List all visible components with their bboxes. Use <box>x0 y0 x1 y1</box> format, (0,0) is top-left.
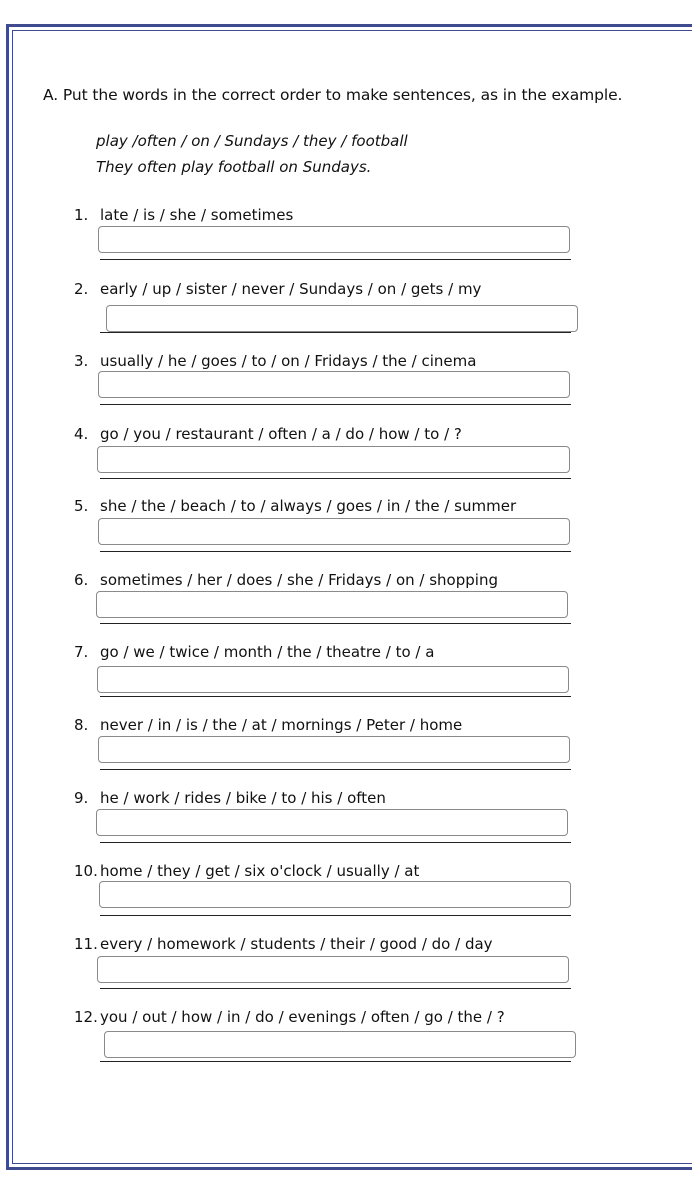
example-answer: They often play football on Sundays. <box>96 158 372 176</box>
question-prompt: go / you / restaurant / often / a / do / how / to / ? <box>100 425 462 443</box>
question-prompt: late / is / she / sometimes <box>100 206 294 224</box>
question-prompt: he / work / rides / bike / to / his / often <box>100 789 386 807</box>
answer-line <box>100 769 571 770</box>
answer-line <box>100 332 571 333</box>
answer-line <box>100 696 571 697</box>
answer-line <box>100 1061 571 1062</box>
question-prompt: every / homework / students / their / good / do / day <box>100 935 493 953</box>
question-number: 3. <box>74 352 89 370</box>
answer-input-7[interactable] <box>97 666 569 693</box>
answer-line <box>100 915 571 916</box>
question-number: 5. <box>74 497 89 515</box>
question-prompt: home / they / get / six o'clock / usually / at <box>100 862 420 880</box>
exercise-instruction: A. Put the words in the correct order to make sentences, as in the example. <box>43 86 623 104</box>
question-prompt: early / up / sister / never / Sundays / on / gets / my <box>100 280 482 298</box>
answer-input-10[interactable] <box>99 881 571 908</box>
answer-input-1[interactable] <box>98 226 570 253</box>
answer-line <box>100 551 571 552</box>
example-prompt: play /often / on / Sundays / they / football <box>96 132 408 150</box>
question-prompt: go / we / twice / month / the / theatre / to / a <box>100 643 435 661</box>
question-prompt: you / out / how / in / do / evenings / often / go / the / ? <box>100 1008 505 1026</box>
answer-input-8[interactable] <box>98 736 570 763</box>
answer-line <box>100 404 571 405</box>
question-number: 11. <box>74 935 98 953</box>
question-prompt: never / in / is / the / at / mornings / Peter / home <box>100 716 463 734</box>
question-number: 6. <box>74 571 89 589</box>
question-number: 1. <box>74 206 89 224</box>
question-prompt: usually / he / goes / to / on / Fridays / the / cinema <box>100 352 477 370</box>
question-number: 10. <box>74 862 98 880</box>
answer-input-12[interactable] <box>104 1031 576 1058</box>
question-number: 2. <box>74 280 89 298</box>
answer-line <box>100 842 571 843</box>
answer-input-6[interactable] <box>96 591 568 618</box>
answer-input-4[interactable] <box>97 446 570 473</box>
answer-line <box>100 988 571 989</box>
question-number: 4. <box>74 425 89 443</box>
answer-input-3[interactable] <box>98 371 570 398</box>
question-number: 8. <box>74 716 89 734</box>
question-prompt: sometimes / her / does / she / Fridays / on / shopping <box>100 571 498 589</box>
answer-input-9[interactable] <box>96 809 568 836</box>
answer-input-5[interactable] <box>98 518 570 545</box>
question-prompt: she / the / beach / to / always / goes / in / the / summer <box>100 497 517 515</box>
answer-line <box>100 478 571 479</box>
answer-input-2[interactable] <box>106 305 578 332</box>
answer-line <box>100 259 571 260</box>
question-number: 9. <box>74 789 89 807</box>
question-number: 7. <box>74 643 89 661</box>
question-number: 12. <box>74 1008 98 1026</box>
answer-line <box>100 623 571 624</box>
answer-input-11[interactable] <box>97 956 569 983</box>
